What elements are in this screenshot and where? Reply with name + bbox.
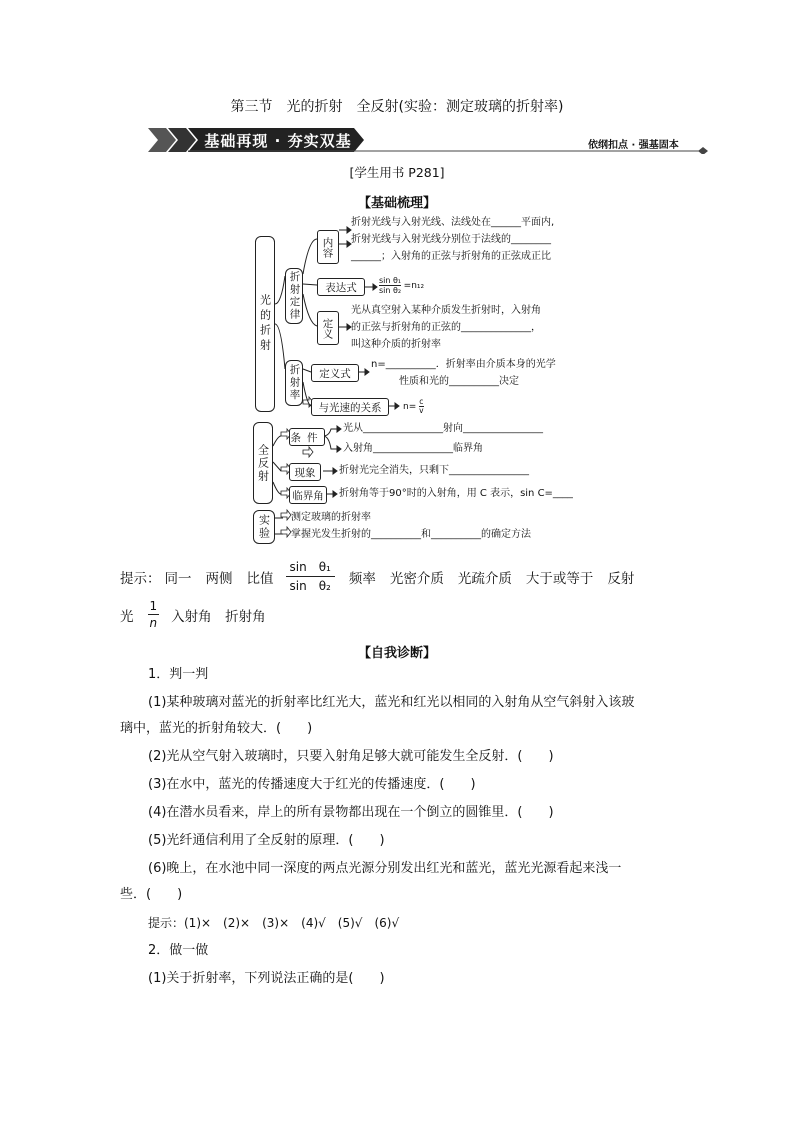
tag-condition: 条件 [289, 428, 325, 446]
definition-line-2: 的正弦与折射角的正弦的______________， [351, 322, 541, 333]
content-line-2: 折射光线与入射光线分别位于法线的________ [351, 234, 551, 245]
definition-formula-text [371, 356, 581, 390]
expr-denominator: sin θ₂ [379, 286, 402, 295]
q1-item-6b: 些．( ) [120, 887, 183, 902]
hint-item-4: 频率 [348, 570, 376, 587]
hint-item-2: 两侧 [205, 570, 233, 587]
hint-line2-b: 入射角 折射角 [171, 608, 266, 625]
banner-right-label: 依纲扣点 · 强基固本 [588, 140, 679, 151]
q1-item-3: (3)在水中，蓝光的传播速度大于红光的传播速度．( ) [148, 777, 476, 792]
speed-lhs: n= [403, 402, 417, 412]
hint-item-8: 反射 [607, 570, 635, 587]
speed-denominator: v [419, 406, 424, 415]
content-line-3: ______；入射角的正弦与折射角的正弦成正比 [351, 251, 551, 262]
section-banner [148, 126, 710, 154]
tag-content: 内容 [317, 230, 339, 264]
hint-answers-line-2 [120, 598, 266, 631]
content-text [351, 214, 581, 265]
node-refraction-law: 折射定律 [285, 268, 303, 324]
q1-hint: 提示：(1)× (2)× (3)× (4)√ (5)√ (6)√ [148, 916, 400, 930]
tag-phenomenon: 现象 [289, 463, 321, 481]
hint-item-3: 比值 [246, 570, 274, 587]
diagnosis-body [120, 662, 680, 992]
speed-formula [403, 398, 424, 415]
q1-item-1a: (1)某种玻璃对蓝光的折射率比红光大，蓝光和红光以相同的入射角从空气斜射入该玻 [148, 695, 635, 710]
banner-main-label: 基础再现 · 夯实双基 [204, 132, 352, 150]
node-total-reflection: 全反射 [253, 422, 273, 504]
experiment-line-1: 测定玻璃的折射率 [291, 512, 371, 523]
hint2-frac-numerator: 1 [149, 599, 158, 613]
definition-line-3: 叫这种介质的折射率 [351, 339, 441, 350]
q1-title: 1．判一判 [148, 667, 209, 682]
node-refractive-index: 折射率 [285, 360, 303, 406]
critical-angle-line: 折射角等于90°时的入射角，用 C 表示，sin C=____ [339, 488, 573, 499]
hint-frac-denominator: sin θ₂ [289, 579, 331, 593]
definition-text [351, 302, 581, 353]
speed-numerator: c [419, 397, 424, 406]
hint-answers [120, 558, 680, 595]
book-reference: [学生用书 P281] [349, 165, 445, 180]
expr-numerator: sin θ₁ [379, 276, 402, 285]
expression-formula [379, 276, 424, 295]
tag-definition-formula: 定义式 [311, 364, 359, 382]
hint-line2-a: 光 [120, 608, 134, 625]
hint-item-1: 同一 [164, 570, 192, 587]
condition-text [343, 420, 583, 457]
q1-item-4: (4)在潜水员看来，岸上的所有景物都出现在一个倒立的圆锥里．( ) [148, 805, 554, 820]
tag-speed-relation: 与光速的关系 [311, 398, 389, 416]
tag-expression: 表达式 [317, 278, 365, 296]
experiment-line-2: 掌握光发生折射的__________和__________的确定方法 [291, 529, 531, 540]
section-heading-basics: 【基础梳理】 [357, 196, 436, 211]
q2-item-1: (1)关于折射率，下列说法正确的是( ) [148, 971, 385, 986]
hint-item-6: 光疏介质 [457, 570, 512, 587]
defexpr-line-1: n=__________．折射率由介质本身的光学 [371, 359, 556, 370]
hint-item-5: 光密介质 [389, 570, 444, 587]
content-line-1: 折射光线与入射光线、法线处在______平面内, [351, 217, 555, 228]
definition-line-1: 光从真空射入某种介质发生折射时，入射角 [351, 305, 541, 316]
node-refraction: 光的折射 [255, 236, 275, 412]
section-heading-self-diagnosis: 【自我诊断】 [357, 646, 436, 661]
node-experiment: 实验 [253, 510, 275, 544]
condition-line-1: 光从________________射向________________ [343, 423, 543, 434]
expr-rhs: =n₁₂ [403, 281, 425, 291]
phenomenon-line: 折射光完全消失，只剩下________________ [339, 465, 529, 476]
tag-critical-angle: 临界角 [289, 486, 327, 504]
hint-frac-numerator: sin θ₁ [286, 558, 335, 577]
q1-item-6a: (6)晚上，在水池中同一深度的两点光源分别发出红光和蓝光，蓝光光源看起来浅一 [148, 861, 622, 876]
page-title: 第三节 光的折射 全反射(实验：测定玻璃的折射率) [230, 99, 564, 115]
q1-item-1b: 璃中，蓝光的折射角较大．( ) [120, 721, 313, 736]
defexpr-line-2: 性质和光的__________决定 [399, 376, 519, 387]
condition-line-2: 入射角________________临界角 [343, 443, 483, 454]
q1-item-5: (5)光纤通信利用了全反射的原理．( ) [148, 833, 385, 848]
tag-definition: 定义 [317, 311, 339, 345]
q1-item-2: (2)光从空气射入玻璃时，只要入射角足够大就可能发生全反射．( ) [148, 749, 554, 764]
mindmap [245, 214, 585, 549]
hint2-frac-denominator: n [149, 616, 158, 630]
hint-item-7: 大于或等于 [525, 570, 594, 587]
hint-label: 提示： [120, 570, 161, 587]
q2-title: 2．做一做 [148, 943, 209, 958]
